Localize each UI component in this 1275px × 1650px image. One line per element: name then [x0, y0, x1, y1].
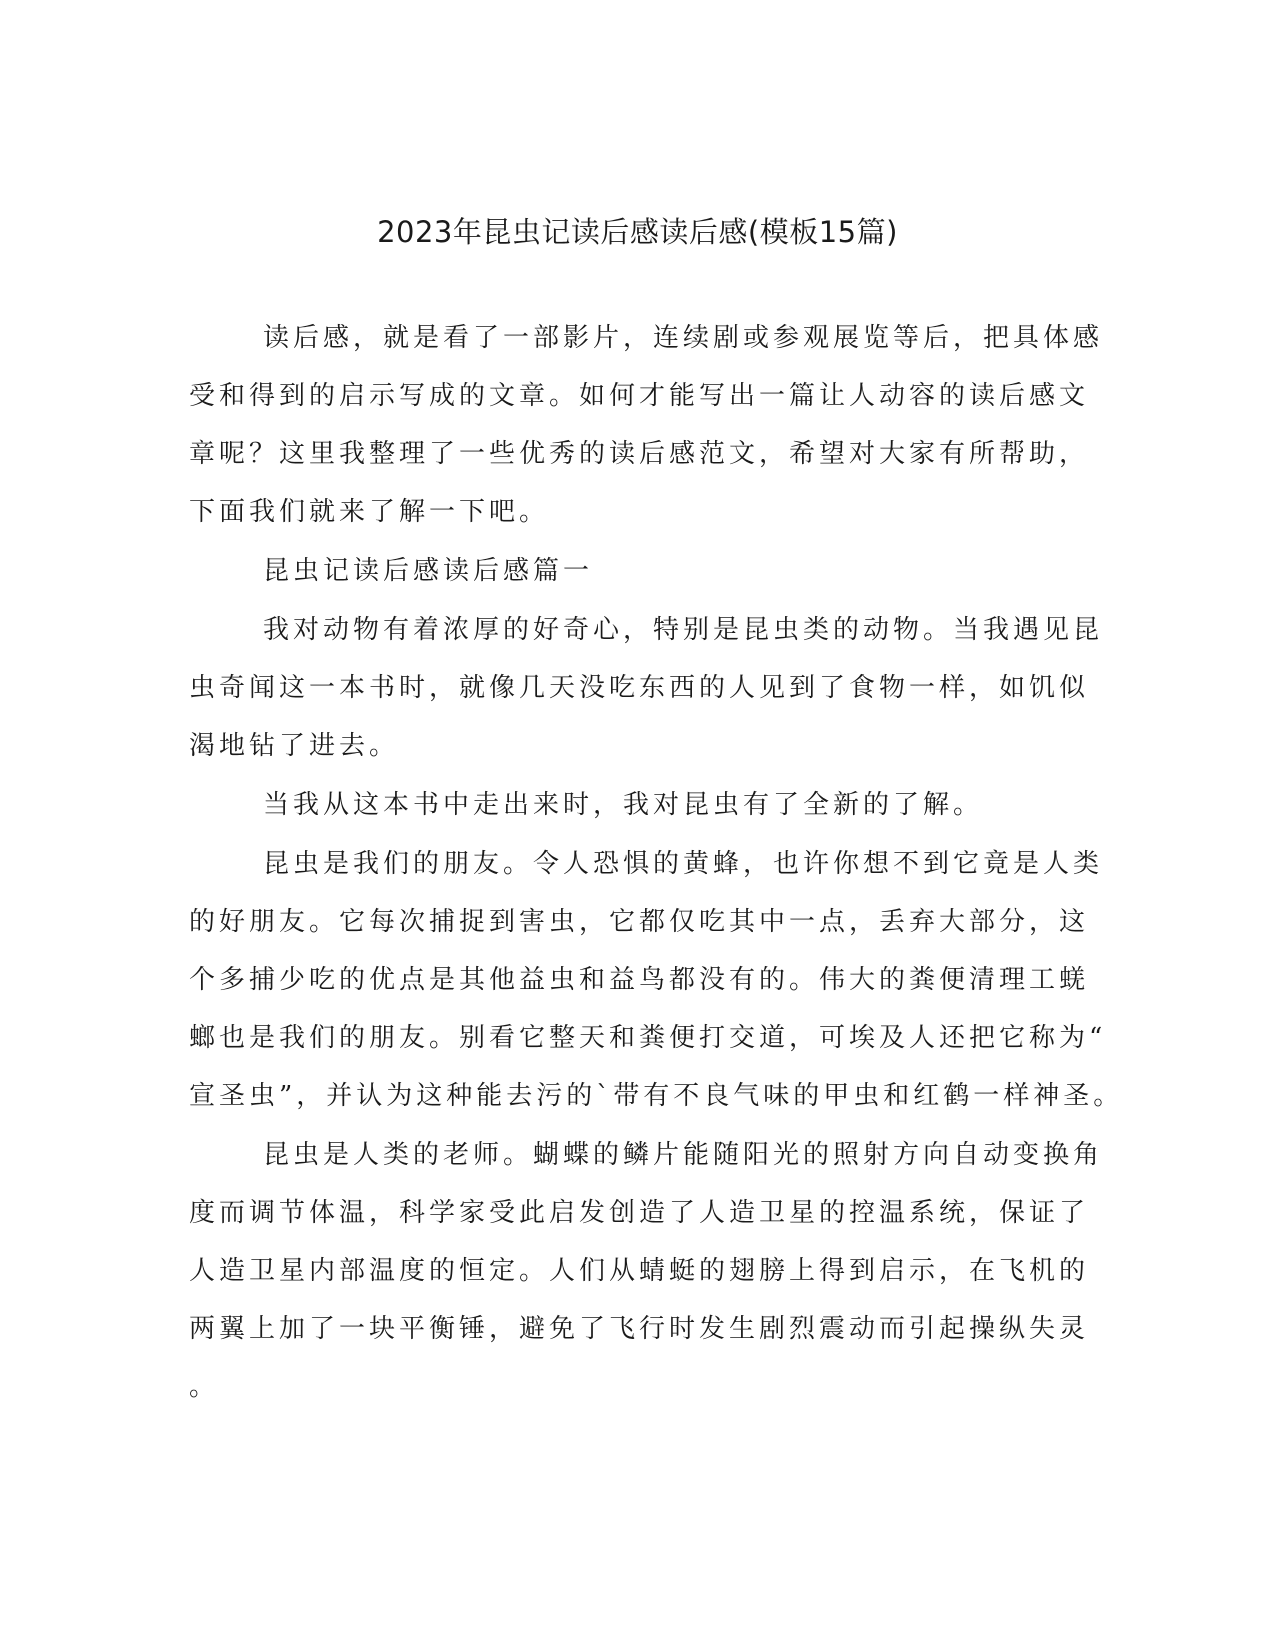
paragraph-line: 螂也是我们的朋友。别看它整天和粪便打交道，可埃及人还把它称为“	[189, 1023, 1107, 1053]
paragraph-line: 个多捕少吃的优点是其他益虫和益鸟都没有的。伟大的粪便清理工蜣	[189, 965, 1090, 995]
paragraph-line: 宣圣虫”，并认为这种能去污的`带有不良气味的甲虫和红鹤一样神圣。	[189, 1081, 1124, 1111]
paragraph-line: 下面我们就来了解一下吧。	[189, 497, 550, 527]
paragraph-line: 我对动物有着浓厚的好奇心，特别是昆虫类的动物。当我遇见昆	[263, 615, 1104, 645]
paragraph-line: 的好朋友。它每次捕捉到害虫，它都仅吃其中一点，丢弃大部分，这	[189, 907, 1090, 937]
paragraph-line: 。	[189, 1372, 220, 1402]
section-heading: 昆虫记读后感读后感篇一	[263, 556, 594, 586]
paragraph-line: 两翼上加了一块平衡锤，避免了飞行时发生剧烈震动而引起操纵失灵	[189, 1314, 1090, 1344]
paragraph-line: 昆虫是我们的朋友。令人恐惧的黄蜂，也许你想不到它竟是人类	[263, 849, 1104, 879]
paragraph-line: 当我从这本书中走出来时，我对昆虫有了全新的了解。	[263, 790, 984, 820]
paragraph-line: 度而调节体温，科学家受此启发创造了人造卫星的控温系统，保证了	[189, 1198, 1090, 1228]
paragraph-line: 章呢？这里我整理了一些优秀的读后感范文，希望对大家有所帮助，	[189, 439, 1090, 469]
paragraph-line: 受和得到的启示写成的文章。如何才能写出一篇让人动容的读后感文	[189, 381, 1090, 411]
paragraph-line: 渴地钻了进去。	[189, 731, 400, 761]
paragraph-line: 读后感，就是看了一部影片，连续剧或参观展览等后，把具体感	[263, 323, 1104, 353]
document-title: 2023年昆虫记读后感读后感(模板15篇)	[377, 215, 898, 249]
paragraph-line: 人造卫星内部温度的恒定。人们从蜻蜓的翅膀上得到启示，在飞机的	[189, 1256, 1090, 1286]
paragraph-line: 昆虫是人类的老师。蝴蝶的鳞片能随阳光的照射方向自动变换角	[263, 1140, 1104, 1170]
paragraph-line: 虫奇闻这一本书时，就像几天没吃东西的人见到了食物一样，如饥似	[189, 673, 1090, 703]
